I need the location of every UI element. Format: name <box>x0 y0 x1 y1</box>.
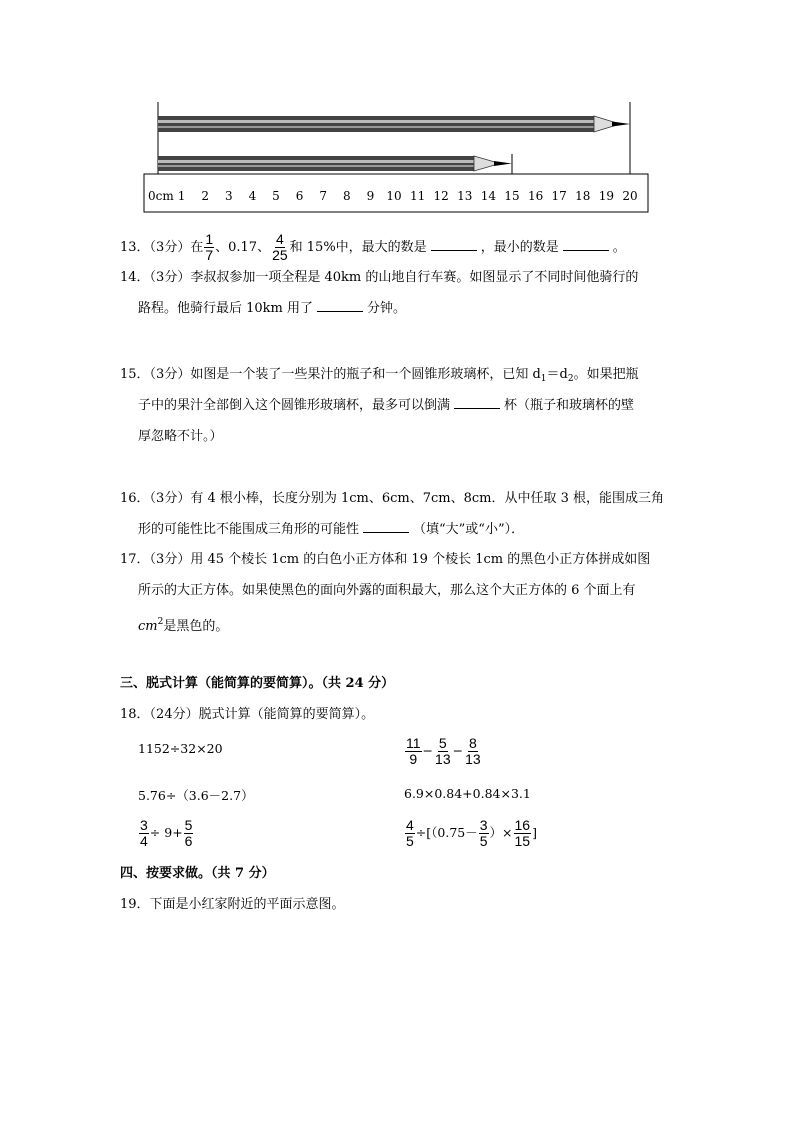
ruler-tick-label: 16 <box>527 189 544 203</box>
ruler-tick-label: 5 <box>272 189 280 203</box>
ruler-tick-label: 17 <box>551 189 567 203</box>
calc-1: 1152÷32×20 <box>138 741 223 756</box>
q13-prefix: 13．（3分）在 <box>120 240 204 255</box>
question-16-line2: 形的可能性比不能围成三角形的可能性 （填“大”或“小”）． <box>138 522 525 537</box>
long-pencil <box>158 116 630 132</box>
question-16-line1: 16．（3分）有 4 根小棒，长度分别为 1cm、6cm、7cm、8cm．从中任取 3 根，能围成三角 <box>120 491 665 506</box>
section-4-heading: 四、按要求做。（共 7 分） <box>120 866 275 881</box>
short-pencil <box>158 156 512 171</box>
question-14-line2: 路程。他骑行最后 10km 用了 分钟。 <box>138 301 407 316</box>
calc-3: 5.76÷（3.6－2.7） <box>138 788 254 803</box>
ruler-tick-label: 1 <box>177 189 186 203</box>
answer-blank-min[interactable] <box>563 238 609 251</box>
question-17-line1: 17．（3分）用 45 个棱长 1cm 的白色小正方体和 19 个棱长 1cm 的黑色小正方体拼成如图 <box>120 552 651 567</box>
question-19: 19．下面是小红家附近的平面示意图。 <box>120 897 345 912</box>
answer-blank-q14[interactable] <box>317 299 363 312</box>
answer-blank-max[interactable] <box>431 238 477 251</box>
ruler-tick-label: 9 <box>366 189 375 203</box>
q13-mid: 和 15%中，最大的数是 <box>289 240 427 255</box>
fraction-4-25: $\frac{4}{25}$ <box>272 231 288 263</box>
ruler-tick-label: 4 <box>248 189 257 203</box>
question-15-line3: 厚忽略不计。） <box>138 429 223 444</box>
q13-mid2: ，最小的数是 <box>480 240 559 255</box>
ruler-tick-label: 7 <box>319 189 328 203</box>
ruler-tick-label: 19 <box>598 189 615 203</box>
calc-5: $\frac{3}{4}$ ÷ 9+ $\frac{5}{6}$ <box>140 817 193 849</box>
answer-blank-q15[interactable] <box>454 396 500 409</box>
ruler-tick-label: 12 <box>433 189 449 203</box>
ruler-tick-label: 10 <box>386 189 402 203</box>
ruler-tick-label: 2 <box>201 189 210 203</box>
answer-blank-q16[interactable] <box>363 520 409 533</box>
ruler-tick-label: 18 <box>575 189 591 203</box>
calc-4: 6.9×0.84+0.84×3.1 <box>404 786 531 801</box>
ruler-tick-label: 20 <box>622 189 638 203</box>
section-3-heading: 三、脱式计算（能简算的要简算）。（共 24 分） <box>120 676 395 691</box>
ruler-tick-label: 13 <box>457 189 473 203</box>
calc-2: $\frac{11}{9}$ − $\frac{5}{13}$ − $\frac{8}{13}$ <box>406 735 481 767</box>
ruler-tick-label: 0cm <box>148 189 174 203</box>
ruler-tick-label: 15 <box>504 189 520 203</box>
ruler-tick-label: 14 <box>480 189 497 203</box>
question-13: 13．（3分）在 $\frac{1}{7}$ 、0.17、 $\frac{4}{25}$ 和 15%中，最大的数是 ，最小的数是 。 <box>120 231 626 263</box>
ruler-tick-label: 6 <box>295 189 304 203</box>
question-14-line1: 14．（3分）李叔叔参加一项全程是 40km 的山地自行车赛。如图显示了不同时间他骑行的 <box>120 270 639 285</box>
ruler-tick-label: 11 <box>409 189 426 203</box>
question-18: 18．（24分）脱式计算（能简算的要简算）。 <box>120 707 375 722</box>
ruler-tick-label: 3 <box>224 189 233 203</box>
calc-6: $\frac{4}{5}$ ÷[（0.75－ $\frac{3}{5}$ ）× $\frac{16}{15}$ ] <box>406 817 537 849</box>
pencil-ruler-figure <box>140 100 660 216</box>
fraction-1-7: $\frac{1}{7}$ <box>205 231 214 263</box>
ruler-tick-label: 8 <box>342 189 351 203</box>
question-17-line3: $cm^2$是黑色的。 <box>138 617 229 634</box>
question-17-line2: 所示的大正方体。如果使黑色的面向外露的面积最大，那么这个大正方体的 6 个面上有 <box>138 583 636 598</box>
question-15-line2: 子中的果汁全部倒入这个圆锥形玻璃杯，最多可以倒满 杯（瓶子和玻璃杯的壁 <box>138 398 635 413</box>
question-15-line1: 15．（3分）如图是一个装了一些果汁的瓶子和一个圆锥形玻璃杯，已知 $d_1=d_2$。如果把瓶 <box>120 367 639 384</box>
q13-sep: 、0.17、 <box>215 240 271 255</box>
